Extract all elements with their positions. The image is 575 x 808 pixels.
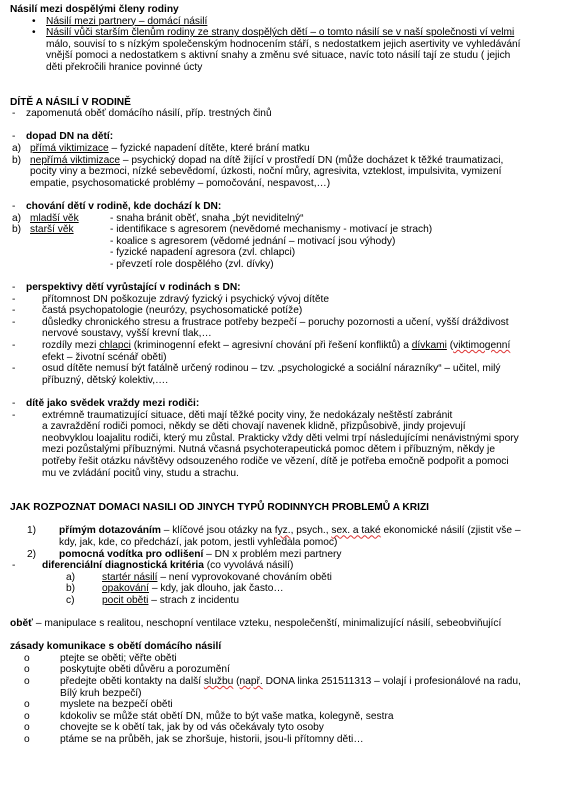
circle-bullet-icon: o xyxy=(24,652,30,664)
list-item-text: ptáme se na průběh, jak se zhoršuje, historii, jsou-li přítomny děti… xyxy=(60,734,364,746)
list-item-text: pocit oběti – strach z incidentu xyxy=(102,594,240,606)
list-marker: a) xyxy=(12,212,22,224)
dash-marker: - xyxy=(12,200,16,212)
circle-bullet-icon: o xyxy=(24,664,30,676)
list-item-text: chovejte se k obětí tak, jak by od vás očekávaly tyto osoby xyxy=(60,722,324,734)
subheading: dítě jako svědek vraždy mezi rodiči: xyxy=(26,398,200,409)
list-item xyxy=(10,131,567,143)
dash-marker: - xyxy=(12,409,16,421)
list-item xyxy=(10,699,567,711)
list-item-text: - identifikace s agresorem (nevědomé mechanismy - motivací je strach) xyxy=(110,224,433,236)
dash-marker: - xyxy=(12,340,16,352)
list-item-text: poskytujte oběti důvěru a porozumění xyxy=(60,664,230,676)
list-marker: b) xyxy=(12,154,22,166)
list-item xyxy=(10,410,567,480)
list-item xyxy=(10,583,567,595)
list-item-text: Násilí vůči starším členům rodiny ze strany dospělých dětí – o tomto násilí se v naší společnosti ví velmi málo, souvisí to s nízkým společenským hodnocením stáří, s nedostatkem jejich asertivity ve vyhledávání vnější pomoci a nedostatkem s aktivní snahy a změnu své situace, navíc toto násilí tají ze studu ( jejich děti překročili hranice povinné úcty xyxy=(46,27,521,73)
list-item xyxy=(10,572,567,584)
list-item-text: pomocná vodítka pro odlišení – DN x problém mezi partnery xyxy=(59,548,342,560)
list-item xyxy=(10,213,567,225)
section-heading: DÍTĚ A NÁSILÍ V RODINĚ xyxy=(10,96,131,108)
list-item-text: kdokoliv se může stát obětí DN, může to být vaše matka, kolegyně, sestra xyxy=(60,710,394,722)
list-item xyxy=(10,363,567,386)
section-heading: Násilí mezi dospělými členy rodiny xyxy=(10,4,179,15)
list-item xyxy=(10,734,567,746)
list-item xyxy=(10,108,567,120)
dash-marker: - xyxy=(12,398,16,409)
subheading: perspektivy dětí vyrůstající v rodinách s DN: xyxy=(26,282,241,294)
list-item-text: ptejte se oběti; věřte oběti xyxy=(60,652,177,664)
list-marker: 1) xyxy=(27,525,37,537)
list-item xyxy=(10,549,567,561)
dash-marker: - xyxy=(12,293,16,305)
bullet-icon: • xyxy=(32,15,36,27)
subheading: zásady komunikace s obětí domácího násilí xyxy=(10,641,222,653)
dash-marker: - xyxy=(12,560,16,572)
list-item xyxy=(10,340,567,363)
list-item-text: častá psychopatologie (neurózy, psychosomatické potíže) xyxy=(42,305,303,317)
list-item-text: osud dítěte nemusí být fatálně určený rodinou – tzv. „psychologické a sociální nárazníky“ – učitel, milý příbuzný, dětský kolektiv,…. xyxy=(42,363,501,386)
list-item-text: myslete na bezpečí oběti xyxy=(60,699,173,711)
list-item-text: opakování – kdy, jak dlouho, jak často… xyxy=(102,583,284,595)
list-marker: 2) xyxy=(27,548,37,560)
list-item xyxy=(10,143,567,155)
list-item xyxy=(10,560,567,572)
dash-marker: - xyxy=(12,305,16,317)
list-item-text: přítomnost DN poškozuje zdravý fyzický i psychický vývoj dítěte xyxy=(42,293,330,305)
list-item xyxy=(10,27,567,73)
list-item xyxy=(10,711,567,723)
circle-bullet-icon: o xyxy=(24,699,30,711)
list-item-text: extrémně traumatizující situace, děti mají těžké pocity viny, že nedokázaly neštěstí zabránit a zavraždění rodiči pomoci, někdy se děti chovají navenek klidně, přizpůsobivě, jindy projevují neobvyklou loajalitu rodiči, který mu zůstal. Prakticky vždy děti velmi trpí následujícími nenávistnými spory mezi pozůstalými příbuznými. Nutná včasná psychoterapeutická pomoc dětem i příbuzným, někdy je potřeby řešit otázku návštěvy odsouzeného rodiče ve vězení, dítě je potřeba emočně podpořit a pomoci mu ve zvládání pocitů viny, studu a strachu. xyxy=(42,409,519,479)
subheading: chování dětí v rodině, kde dochází k DN: xyxy=(26,200,222,212)
bullet-icon: • xyxy=(32,27,36,39)
dash-marker: - xyxy=(12,316,16,328)
circle-bullet-icon: o xyxy=(24,710,30,722)
list-marker: a) xyxy=(12,142,22,154)
dash-marker: - xyxy=(12,131,16,143)
dash-marker: - xyxy=(12,282,16,294)
list-item xyxy=(10,722,567,734)
list-item-text: rozdíly mezi chlapci (kriminogenní efekt – agresivní chování při řešení konfliktů) a dívkami (viktimogenní efekt – životní scénář oběti) xyxy=(42,340,511,363)
list-item xyxy=(10,664,567,676)
list-marker: a) xyxy=(66,571,76,583)
list-item xyxy=(10,282,567,294)
list-item xyxy=(10,676,567,699)
age-label: starší věk xyxy=(30,224,74,236)
list-item-text: diferenciální diagnostická kritéria (co vyvolává násilí) xyxy=(42,560,294,572)
list-item-text: zapomenutá oběť domácího násilí, příp. trestných činů xyxy=(26,108,272,120)
subheading: dopad DN na dětí: xyxy=(26,131,114,143)
list-item-text: přímá viktimizace – fyzické napadení dítěte, které brání matku xyxy=(30,142,310,154)
dash-marker: - xyxy=(12,108,16,120)
list-item-text: Násilí mezi partnery – domácí násilí xyxy=(46,15,208,27)
circle-bullet-icon: o xyxy=(24,676,30,688)
list-item xyxy=(10,201,567,213)
list-item xyxy=(10,398,567,410)
list-item xyxy=(10,525,567,548)
list-item xyxy=(10,317,567,340)
list-item xyxy=(10,305,567,317)
paragraph: oběť – manipulace s realitou, neschopní ventilace vzteku, nespolečenští, minimalizující násilí, sebeobviňující xyxy=(10,618,502,630)
list-item-text: - koalice s agresorem (vědomé jednání – motivací jsou výhody) xyxy=(110,235,396,247)
list-item-text: předejte oběti kontakty na další službu (např. DONA linka 251511313 – volají i profesionálové na radu, Bílý kruh bezpečí) xyxy=(60,676,521,699)
age-label: mladší věk xyxy=(30,212,79,224)
list-marker: b) xyxy=(12,224,22,236)
list-item-text: nepřímá viktimizace – psychický dopad na dítě žijící v prostředí DN (může docházet k těžké traumatizaci, pocity viny a bezmoci, nízké sebevědomí, úzkosti, noční můry, agresivita, vzteklost, impulsivita, vymizení empatie, psychosomatické problémy – pomočování, nespavost,…) xyxy=(30,154,504,189)
list-item xyxy=(10,294,567,306)
circle-bullet-icon: o xyxy=(24,722,30,734)
list-item-text: - převzetí role dospělého (zvl. dívky) xyxy=(110,258,274,270)
list-item xyxy=(10,155,567,190)
section-heading: JAK ROZPOZNAT DOMACI NASILI OD JINYCH TYPŮ RODINNYCH PROBLEMŮ A KRIZI xyxy=(10,502,430,514)
list-item-text: - snaha bránit oběť, snaha „být neviditelný“ xyxy=(110,212,304,224)
list-item-text: důsledky chronického stresu a frustrace potřeby bezpečí – poruchy pozornosti a učení, vyšší dráždivost nervové soustavy, vyšší krevní tlak,… xyxy=(42,316,509,340)
list-marker: c) xyxy=(66,594,75,606)
list-item-text: přímým dotazováním – klíčové jsou otázky na fyz., psych., sex. a také ekonomické násilí (zjistit vše – kdy, jak, kde, co předchází, jak potom, jestli vyhledala pomoc) xyxy=(59,525,521,548)
list-item xyxy=(10,653,567,665)
list-item-text: startér násilí – není vyprovokované chováním oběti xyxy=(102,571,332,583)
list-item xyxy=(10,224,567,236)
list-item xyxy=(10,16,567,28)
list-item xyxy=(10,595,567,607)
circle-bullet-icon: o xyxy=(24,734,30,746)
dash-marker: - xyxy=(12,363,16,375)
list-marker: b) xyxy=(66,583,76,595)
list-item-text: - fyzické napadení agresora (zvl. chlapci) xyxy=(110,247,296,259)
